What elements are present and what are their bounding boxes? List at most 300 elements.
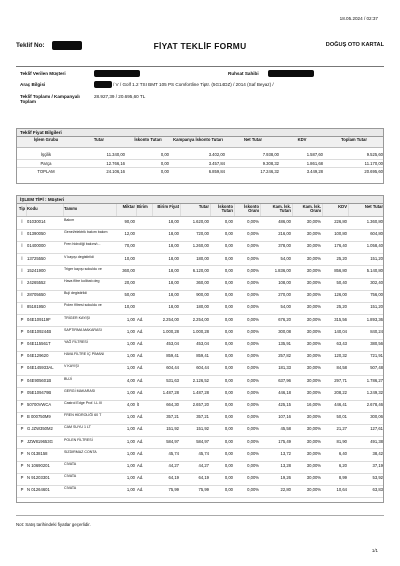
item-cell: 859,41 (196, 353, 209, 359)
item-description: CIVATA (64, 486, 77, 491)
item-cell: 01390050 (27, 231, 46, 237)
item-cell: 13725550 (27, 255, 46, 261)
item-cell: 840,24 (370, 328, 383, 334)
item-cell: Ad. (137, 316, 144, 322)
item-cell: 1,00 (126, 450, 135, 456)
item-cell: 37,19 (372, 463, 383, 468)
item-cell: 1,00 (126, 426, 135, 432)
item-cell: Ad. (137, 341, 144, 346)
item-cell: 18,00 (168, 292, 179, 298)
item-cell: 0,00 (224, 487, 233, 493)
item-cell: 0,00% (247, 328, 259, 334)
item-cell: İ (21, 243, 23, 249)
item-cell: 180,00 (196, 304, 209, 310)
item-cell: 64,19 (198, 475, 209, 481)
item-cell: İ (21, 267, 23, 273)
item-cell: 584,97 (166, 438, 179, 444)
item-cell: 0,00% (247, 341, 259, 346)
items-header-cell: Kodu (27, 206, 38, 211)
item-cell: 0,00 (224, 365, 233, 371)
redacted-plate (94, 81, 112, 88)
item-description: CIVATA (64, 462, 77, 466)
item-cell: 0,00 (224, 377, 233, 383)
item-cell: 0,00% (247, 304, 259, 310)
summary-cell: TOPLAM (37, 169, 55, 174)
item-cell: 6,40 (338, 450, 347, 456)
items-header-cell: Kam. İsk. Tutarı (272, 203, 291, 213)
summary-cell: 24.106,16 (106, 169, 125, 174)
item-cell: 0,00% (247, 487, 259, 493)
item-cell: 30,00% (306, 219, 321, 224)
item-description: CIVATA (64, 474, 77, 479)
vehicle-value: / V / Golf 1.2 TSI BMT 105 PS Comfortline Tiptr. (5G14DZ) / 2014 (Saf Beyaz) / (113, 82, 274, 87)
item-cell: 30,00% (306, 316, 321, 322)
item-cell: 0,00 (224, 463, 233, 468)
item-cell: P (20, 365, 24, 371)
item-cell: 357,21 (196, 414, 209, 420)
item-cell: 226,80 (334, 219, 347, 224)
item-cell: 135,91 (278, 341, 291, 346)
item-cell: 18,00 (168, 231, 179, 237)
item-cell: 50,00 (124, 292, 135, 298)
item-cell: 20,00 (124, 280, 135, 285)
item-cell: İ (21, 255, 23, 261)
item-cell: 180,00 (196, 255, 209, 261)
item-cell: 0,00 (224, 280, 233, 285)
item-cell: 30,00% (306, 438, 321, 444)
item-cell: 0,00% (247, 316, 259, 322)
item-cell: 75,99 (198, 487, 209, 493)
total-value: 28.927,39 / 20.695,60 TL (94, 94, 146, 99)
item-cell: 18,00 (168, 243, 179, 249)
item-cell: 507,48 (370, 365, 383, 371)
summary-header-cell: Tutar (93, 136, 105, 142)
item-cell: 6,20 (338, 463, 347, 468)
item-cell: 0,00 (224, 414, 233, 420)
company-name: DOĞUŞ OTO KARTAL (325, 42, 384, 48)
item-cell: 54,00 (280, 255, 291, 261)
item-cell: Ad. (137, 389, 144, 395)
item-cell: 270,00 (278, 292, 291, 298)
column-divider (210, 204, 211, 216)
item-cell: 604,80 (370, 231, 383, 237)
item-cell: 175,49 (278, 438, 291, 444)
item-cell: İ (21, 219, 23, 224)
item-cell: 10,00 (124, 255, 135, 261)
item-cell: 13,72 (280, 450, 291, 456)
item-cell: 85181950 (27, 304, 46, 310)
item-cell: 0,00 (224, 438, 233, 444)
summary-header-cell: İşlem Grubu (33, 136, 59, 142)
item-cell: 16,00% (306, 402, 321, 407)
item-cell: 0,00 (224, 304, 233, 310)
item-cell: 1,00 (126, 316, 135, 322)
item-cell: 04E129620 (27, 353, 49, 359)
item-cell: 30,00% (306, 365, 321, 371)
item-cell: 257,82 (278, 353, 291, 359)
item-cell: 584,97 (196, 438, 209, 444)
item-cell: 0,00 (224, 316, 233, 322)
item-cell: 1.000,28 (192, 328, 209, 334)
customer-label: Teklif Verilen Müşteri (20, 71, 66, 76)
column-divider (136, 204, 137, 216)
item-cell: 2.678,46 (366, 402, 383, 407)
print-date: 18.05.2024 / 02:37 (339, 16, 378, 21)
item-cell: 120,32 (334, 353, 347, 359)
item-cell: 302,40 (370, 280, 383, 285)
item-cell: 2.126,52 (192, 377, 209, 383)
item-cell: 604,44 (166, 365, 179, 371)
item-cell: 38,42 (372, 450, 383, 456)
item-cell: 486,00 (278, 219, 291, 224)
item-cell: 0,00 (224, 267, 233, 273)
item-cell: P (20, 316, 24, 322)
item-cell: 0,00% (247, 426, 259, 432)
item-cell: 0,00 (224, 426, 233, 432)
item-description: Polen filtresi sokuldu ve (64, 303, 102, 308)
item-cell: 44,27 (168, 463, 179, 468)
item-cell: 13,28 (280, 463, 291, 468)
item-cell: 360,00 (196, 280, 209, 285)
item-cell: Ad. (137, 438, 144, 444)
item-cell: 859,41 (166, 353, 179, 359)
item-description: Genel/elektrik bakım bakım (64, 230, 108, 235)
item-cell: 100,80 (334, 231, 347, 237)
item-cell: 1,00 (126, 438, 135, 444)
quote-number-label: Teklif No: (16, 42, 45, 49)
item-cell: 721,91 (370, 353, 383, 359)
item-cell: 181,33 (278, 365, 291, 371)
column-divider (322, 204, 323, 216)
item-cell: 676,20 (278, 316, 291, 322)
item-cell: 176,40 (334, 243, 347, 249)
item-cell: lt (137, 402, 140, 407)
item-cell: 1.620,00 (192, 219, 209, 224)
summary-cell: 7.938,00 (262, 152, 279, 157)
page-title: FİYAT TEKLİF FORMU (153, 41, 247, 51)
summary-cell: 17.246,32 (260, 169, 279, 174)
item-cell: 1,00 (126, 487, 135, 493)
item-cell: P (20, 463, 24, 468)
item-cell: 84,58 (336, 365, 347, 371)
summary-cell: 11.340,00 (106, 152, 125, 157)
item-cell: 1,00 (126, 389, 135, 395)
item-cell: 126,00 (334, 292, 347, 298)
item-cell: JZW819653G (27, 438, 53, 444)
item-cell: 05E109479B (27, 389, 52, 395)
item-cell: 378,00 (278, 243, 291, 249)
summary-header-cell: Net Tutar (243, 136, 263, 142)
item-cell: 300,08 (278, 328, 291, 334)
item-description: GERGİ MAKARASI (64, 388, 96, 393)
item-cell: 0,00 (224, 219, 233, 224)
item-cell: 1.249,32 (366, 389, 383, 395)
item-cell: 04E115561T (27, 341, 51, 346)
item-cell: 1,00 (126, 365, 135, 371)
items-header-cell: Tip (18, 206, 26, 211)
item-cell: 25,20 (336, 255, 347, 261)
item-cell: 300,06 (370, 414, 383, 420)
item-cell: 18,00 (168, 304, 179, 310)
item-cell: 0,00% (247, 353, 259, 359)
item-cell: N 91203301 (27, 475, 50, 481)
item-cell: P (20, 341, 24, 346)
item-cell: 315,56 (334, 316, 347, 322)
item-cell: Ad. (137, 450, 144, 456)
item-cell: 0,00% (247, 475, 259, 481)
items-title: İŞLEM TİPİ : Müşteri (17, 196, 383, 204)
item-cell: 1,00 (126, 341, 135, 346)
item-cell: P (20, 402, 24, 407)
summary-title: Teklif Fiyat Bilgileri (17, 129, 383, 137)
items-header-cell: Birim Fiyat (157, 203, 179, 209)
item-cell: 30,00% (306, 328, 321, 334)
item-cell: Ad. (137, 487, 144, 493)
item-description: CAM SUYU 1 LT (64, 425, 91, 430)
item-cell: İ (21, 304, 23, 310)
item-cell: 900,00 (196, 292, 209, 298)
item-cell: P (20, 389, 24, 395)
item-description: SAPTIRMA MAKARASI (64, 327, 102, 332)
items-table (16, 195, 384, 503)
item-cell: 2.254,00 (192, 316, 209, 322)
column-divider (63, 204, 64, 216)
item-cell: 0,00 (224, 231, 233, 237)
summary-table (16, 128, 384, 184)
item-cell: 12,00 (124, 231, 135, 237)
items-header-cell: Miktar (122, 203, 135, 209)
summary-header-cell: İskonto Tutarı (134, 136, 162, 142)
item-cell: 664,30 (166, 402, 179, 407)
item-cell: 30,00% (306, 255, 321, 261)
item-cell: 127,61 (370, 426, 383, 432)
item-description: V kayışı degistirildi (64, 254, 94, 259)
item-cell: 30,00% (306, 377, 321, 383)
item-cell: 453,04 (196, 341, 209, 346)
item-cell: 19,26 (280, 475, 291, 481)
item-cell: 15241900 (27, 267, 46, 273)
item-cell: 18,00 (168, 219, 179, 224)
item-cell: 63,83 (372, 487, 383, 493)
item-cell: 81,90 (336, 438, 347, 444)
summary-cell: 0,00 (160, 169, 169, 174)
redacted-owner (268, 70, 314, 77)
item-cell: 01400000 (27, 243, 46, 249)
item-cell: 45,74 (168, 450, 179, 456)
item-cell: 24265552 (27, 280, 46, 285)
item-cell: 30,00% (306, 304, 321, 310)
item-cell: 5.140,80 (366, 267, 383, 273)
item-cell: 64,19 (168, 475, 179, 481)
item-cell: 208,22 (334, 389, 347, 395)
item-cell: 216,00 (278, 231, 291, 237)
item-cell: 30,00% (306, 280, 321, 285)
row-divider (17, 159, 383, 160)
item-cell: 8,99 (338, 475, 347, 481)
item-cell: Ad. (137, 463, 144, 468)
item-cell: N 10690201 (27, 463, 50, 468)
column-divider (180, 204, 181, 216)
item-cell: 0,00% (247, 414, 259, 420)
item-cell: 30,00% (306, 414, 321, 420)
item-cell: 30,00% (306, 475, 321, 481)
item-cell: 107,16 (278, 414, 291, 420)
item-cell: 446,41 (334, 402, 347, 407)
item-cell: 04E109244B (27, 328, 52, 334)
row-divider (17, 436, 383, 437)
item-cell: 637,96 (278, 377, 291, 383)
item-cell: 0,00 (224, 389, 233, 395)
item-cell: 30,00% (306, 463, 321, 468)
summary-header-cell: Toplam Tutar (341, 136, 367, 142)
item-description: Buji degistirildi (64, 291, 87, 296)
footer-divider (16, 515, 384, 516)
item-description: Triger kayışı sokuldu ve (64, 266, 102, 271)
summary-cell: 9.525,60 (366, 152, 383, 157)
items-header-cell: Net Tutar (364, 203, 383, 209)
column-divider (116, 204, 117, 216)
item-cell: P (20, 438, 24, 444)
item-cell: 720,00 (196, 231, 209, 237)
item-cell: 63,43 (336, 341, 347, 346)
column-divider (260, 204, 261, 216)
item-cell: 0,00 (224, 243, 233, 249)
item-cell: 90,00 (124, 219, 135, 224)
item-cell: 108,00 (278, 280, 291, 285)
item-cell: 45,58 (280, 426, 291, 432)
item-cell: P (20, 475, 24, 481)
item-cell: 30,00% (306, 487, 321, 493)
item-cell: P (20, 414, 24, 420)
item-cell: 1.058,40 (366, 243, 383, 249)
item-cell: 2.657,20 (192, 402, 209, 407)
item-cell: 446,18 (278, 389, 291, 395)
item-cell: 30,00% (306, 292, 321, 298)
item-cell: 151,20 (370, 304, 383, 310)
item-cell: 01030014 (27, 219, 46, 224)
row-divider (17, 314, 383, 315)
item-cell: 0,00% (247, 402, 259, 407)
item-cell: 6.120,00 (192, 267, 209, 273)
item-description: V KAYIŞI (64, 364, 79, 369)
item-cell: 151,92 (196, 426, 209, 432)
item-cell: 1.260,00 (192, 243, 209, 249)
item-cell: 0,00% (247, 219, 259, 224)
item-cell: 44,27 (198, 463, 209, 468)
item-cell: 360,00 (122, 267, 135, 273)
item-cell: 0,00% (247, 463, 259, 468)
row-divider (17, 167, 383, 168)
item-cell: 380,56 (370, 341, 383, 346)
item-cell: 0,00% (247, 243, 259, 249)
item-cell: 491,38 (370, 438, 383, 444)
item-cell: 75,99 (168, 487, 179, 493)
item-cell: P (20, 487, 24, 493)
item-cell: İ (21, 280, 23, 285)
item-description: Fren hidroliği bakım/ı... (64, 242, 101, 247)
summary-cell: 3.457,84 (208, 160, 225, 166)
items-header-cell: Birim (137, 203, 148, 209)
item-description: SIZDIRMAZ CONTA (64, 449, 97, 454)
item-cell: 1,00 (126, 328, 135, 334)
item-cell: Ad. (137, 377, 144, 383)
page-number: 1/1 (371, 548, 378, 553)
item-cell: 50,01 (336, 414, 347, 420)
item-description: Hava filtre kolibatı deg (64, 279, 100, 283)
item-cell: 756,00 (370, 292, 383, 298)
item-description: FREN HİDROLİĞİ 60 T (64, 413, 102, 418)
item-cell: 0,00% (247, 365, 259, 371)
item-cell: 1.487,28 (192, 389, 209, 395)
item-cell: 0,00 (224, 255, 233, 261)
item-cell: 297,71 (334, 377, 347, 383)
item-cell: N 01264601 (27, 487, 50, 493)
item-cell: N 0138158 (27, 450, 48, 456)
item-cell: 4,00 (126, 377, 135, 383)
item-cell: 0,00 (224, 341, 233, 346)
column-divider (292, 204, 293, 216)
vehicle-label: Araç Bilgisi (20, 82, 46, 87)
item-cell: 151,92 (166, 426, 179, 432)
item-cell: 04E905601B (27, 377, 52, 383)
item-cell: 1,00 (126, 414, 135, 420)
column-divider (234, 204, 235, 216)
item-cell: 0,00% (247, 438, 259, 444)
item-cell: G JZW350M2 (27, 426, 53, 432)
item-cell: 151,20 (370, 255, 383, 261)
item-cell: 30,00% (306, 353, 321, 359)
item-cell: 1,00 (126, 463, 135, 468)
item-cell: 0,00 (224, 292, 233, 298)
item-cell: 0,00% (247, 450, 259, 456)
summary-cell: 9.308,32 (262, 160, 279, 166)
item-cell: Ad. (137, 475, 144, 481)
item-cell: 0,00 (224, 402, 233, 407)
summary-cell: 6.859,84 (208, 169, 225, 174)
item-cell: 18,00 (168, 280, 179, 285)
item-cell: Ad. (137, 353, 144, 359)
item-cell: 1.487,28 (162, 389, 179, 395)
item-cell: 70,00 (124, 243, 135, 249)
item-cell: 4,00 (126, 402, 135, 407)
item-cell: P (20, 353, 24, 359)
item-cell: 1.360,80 (366, 219, 383, 224)
item-cell: Ad. (137, 328, 144, 334)
items-header-cell: Tanımı (64, 206, 78, 211)
item-cell: 25,20 (336, 304, 347, 310)
summary-cell: 11.170,00 (364, 160, 383, 166)
item-cell: 856,80 (334, 267, 347, 273)
item-cell: 30,00% (306, 243, 321, 249)
item-cell: 04E109119F (27, 316, 51, 322)
item-cell: 50700VWCA (27, 402, 52, 407)
item-cell: 1.836,00 (274, 267, 291, 273)
item-cell: 0,00 (224, 450, 233, 456)
items-header-cell: Tutar (198, 203, 209, 209)
item-description: Bakım (64, 218, 75, 222)
summary-cell: 1.861,68 (306, 160, 323, 166)
item-cell: B 000750M9 (27, 414, 51, 420)
summary-header-cell: Kampanya İskonto Tutarı (173, 136, 223, 142)
item-cell: 04E145933AL (27, 365, 54, 371)
items-header-cell: İskonto Tutarı (218, 203, 233, 213)
item-cell: 604,44 (196, 365, 209, 371)
item-cell: 30,00% (306, 389, 321, 395)
item-cell: 0,00 (224, 328, 233, 334)
item-cell: Ad. (137, 414, 144, 420)
item-cell: 53,92 (372, 475, 383, 481)
summary-cell: Parça (40, 160, 52, 166)
